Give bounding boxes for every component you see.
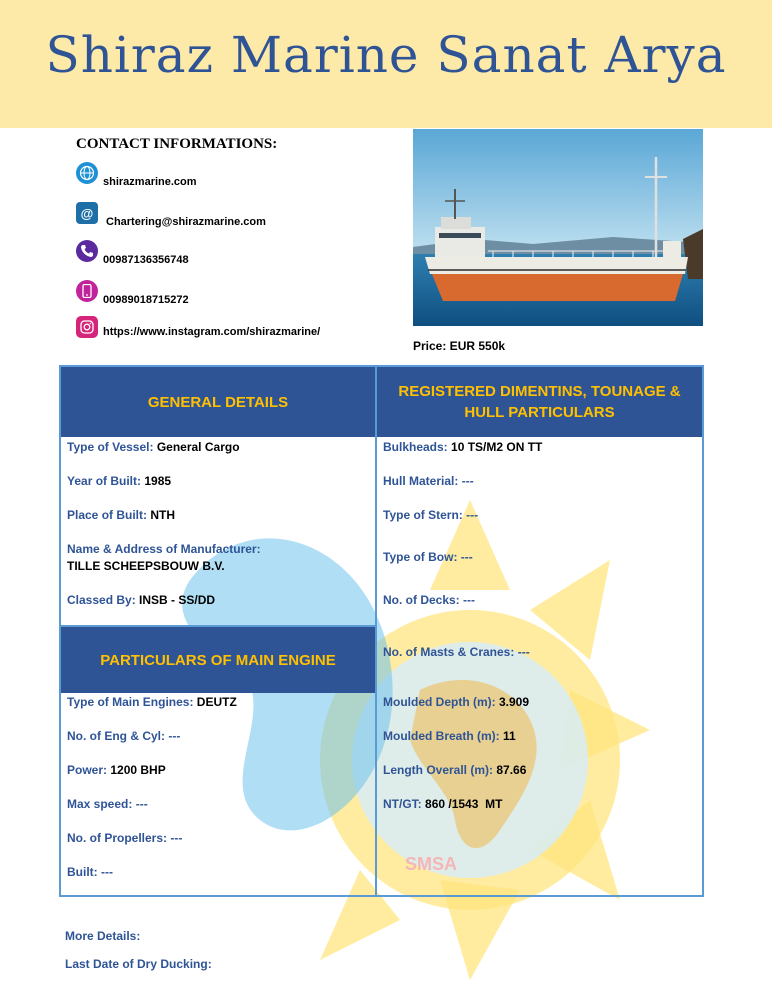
field-place-built: Place of Built: NTH (67, 508, 176, 522)
general-details-header (61, 367, 375, 437)
field-manufacturer: Name & Address of Manufacturer: TILLE SCHEEPSBOUW B.V. (67, 542, 261, 573)
field-year-built: Year of Built: 1985 (67, 474, 172, 488)
website-text: shirazmarine.com (103, 176, 197, 188)
general-details-title: GENERAL DETAILS (147, 393, 289, 411)
field-vessel-type: Type of Vessel: General Cargo (67, 440, 240, 454)
contact-heading: CONTACT INFORMATIONS: (76, 136, 278, 152)
phone-icon (76, 240, 98, 262)
company-title: Shiraz Marine Sanat Arya (45, 26, 727, 84)
instagram-icon (76, 316, 98, 338)
contact-website[interactable] (76, 162, 197, 188)
table-divider (375, 365, 377, 897)
field-moulded-depth: Moulded Depth (m): 3.909 (383, 695, 530, 709)
dry-docking-label: Last Date of Dry Ducking: (65, 957, 212, 971)
main-engine-header (61, 627, 375, 693)
field-moulded-breath: Moulded Breath (m): 11 (383, 729, 516, 743)
price-label: Price: EUR 550k (413, 339, 506, 353)
globe-icon (76, 162, 98, 184)
field-classed-by: Classed By: INSB - SS/DD (67, 593, 216, 607)
registered-title-line2: HULL PARTICULARS (464, 404, 615, 421)
contact-mobile[interactable] (76, 280, 189, 306)
field-hull-material: Hull Material: --- (383, 474, 474, 488)
contact-phone[interactable] (76, 240, 189, 266)
field-propellers: No. of Propellers: --- (67, 831, 183, 845)
field-power: Power: 1200 BHP (67, 763, 166, 777)
instagram-text: https://www.instagram.com/shirazmarine/ (103, 326, 321, 338)
email-text: Chartering@shirazmarine.com (106, 216, 266, 228)
registered-dimensions-header (377, 367, 702, 437)
watermark-text: SMSA (405, 854, 458, 874)
field-stern-type: Type of Stern: --- (383, 508, 479, 522)
at-icon: @ (76, 202, 98, 224)
field-length-overall: Length Overall (m): 87.66 (383, 763, 527, 777)
registered-title-line1: REGISTERED DIMENTINS, TOUNAGE & (398, 383, 681, 400)
field-engine-type: Type of Main Engines: DEUTZ (67, 695, 237, 709)
field-bow-type: Type of Bow: --- (383, 550, 473, 564)
field-nt-gt: NT/GT: 860 /1543 MT (383, 797, 503, 811)
field-max-speed: Max speed: --- (67, 797, 148, 811)
contact-email[interactable] (76, 202, 266, 228)
mobile-text: 00989018715272 (103, 294, 189, 306)
vessel-photo (413, 129, 703, 326)
more-details-label: More Details: (65, 929, 141, 943)
header-banner (0, 0, 772, 128)
main-engine-title: PARTICULARS OF MAIN ENGINE (100, 651, 336, 669)
phone-text: 00987136356748 (103, 254, 189, 266)
field-bulkheads: Bulkheads: 10 TS/M2 ON TT (383, 440, 543, 454)
field-decks: No. of Decks: --- (383, 593, 476, 607)
contact-instagram[interactable] (76, 316, 320, 338)
field-eng-cyl: No. of Eng & Cyl: --- (67, 729, 181, 743)
field-engine-built: Built: --- (67, 865, 113, 879)
mobile-icon (76, 280, 98, 302)
field-masts-cranes: No. of Masts & Cranes: --- (383, 645, 530, 659)
